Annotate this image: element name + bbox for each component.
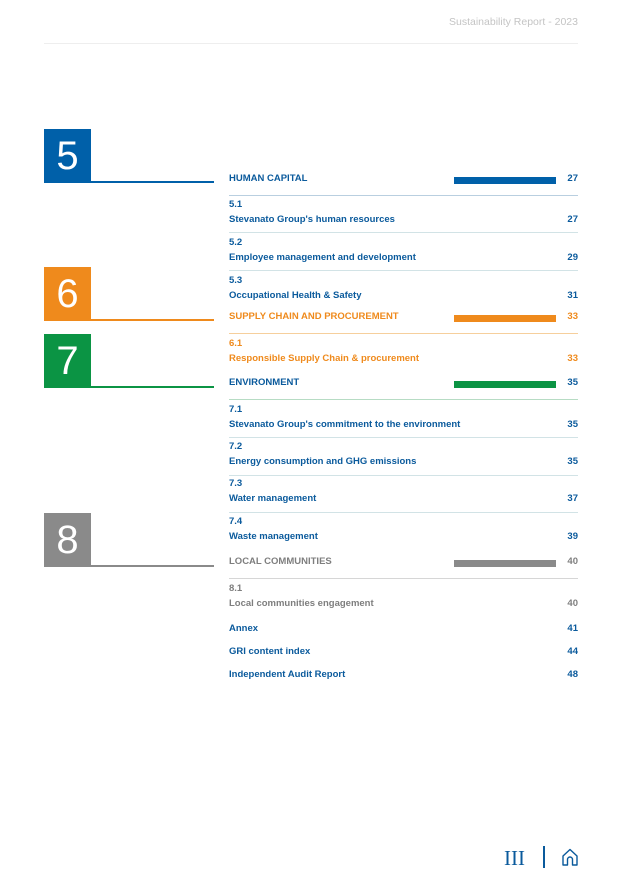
section-page: 40 <box>567 556 578 567</box>
footer-separator <box>543 846 545 868</box>
entry-page: 27 <box>567 214 578 225</box>
entry-number: 5.3 <box>229 275 243 286</box>
entry-title: Responsible Supply Chain & procurement <box>229 353 420 364</box>
table-of-contents <box>229 0 578 880</box>
entry-divider <box>229 512 578 513</box>
section-page: 33 <box>567 311 578 322</box>
entry-title: GRI content index <box>229 646 311 657</box>
entry-page: 40 <box>567 598 578 609</box>
entry-number: 7.4 <box>229 516 243 527</box>
entry-title: Annex <box>229 623 259 634</box>
entry-page: 31 <box>567 290 578 301</box>
chapter-number: 7 <box>44 334 91 388</box>
toc-entry-7-2[interactable] <box>229 441 578 467</box>
section-page: 27 <box>567 173 578 184</box>
section-divider <box>229 195 578 196</box>
toc-entry-audit-report[interactable] <box>229 669 578 683</box>
toc-entry-7-4[interactable] <box>229 516 578 542</box>
entry-divider <box>229 475 578 476</box>
report-header-title: Sustainability Report - 2023 <box>449 16 578 28</box>
entry-title: Employee management and development <box>229 252 416 263</box>
chapter-line <box>91 565 214 567</box>
section-page: 35 <box>567 377 578 388</box>
toc-entry-5-3[interactable] <box>229 275 578 301</box>
toc-entry-8-1[interactable] <box>229 583 578 609</box>
entry-divider <box>229 437 578 438</box>
page-number: III <box>504 846 525 870</box>
entry-page: 33 <box>567 353 578 364</box>
home-icon[interactable] <box>560 847 580 867</box>
section-bar <box>454 177 556 184</box>
toc-entry-5-1[interactable] <box>229 199 578 225</box>
toc-section-human-capital[interactable] <box>229 173 578 187</box>
entry-number: 7.2 <box>229 441 243 452</box>
entry-title: Occupational Health & Safety <box>229 290 362 301</box>
chapter-number: 8 <box>44 513 91 567</box>
entry-page: 37 <box>567 493 578 504</box>
entry-number: 8.1 <box>229 583 243 594</box>
entry-title: Water management <box>229 493 317 504</box>
chapter-6-marker <box>44 267 214 321</box>
entry-title: Waste management <box>229 531 318 542</box>
section-divider <box>229 578 578 579</box>
entry-page: 41 <box>567 623 578 634</box>
entry-page: 35 <box>567 456 578 467</box>
entry-page: 35 <box>567 419 578 430</box>
entry-title: Stevanato Group's human resources <box>229 214 395 225</box>
chapter-5-marker <box>44 129 214 183</box>
section-title: SUPPLY CHAIN AND PROCUREMENT <box>229 311 399 322</box>
entry-page: 48 <box>567 669 578 680</box>
section-title: LOCAL COMMUNITIES <box>229 556 332 567</box>
entry-number: 5.2 <box>229 237 243 248</box>
entry-title: Independent Audit Report <box>229 669 346 680</box>
entry-number: 5.1 <box>229 199 243 210</box>
chapter-7-marker <box>44 334 214 388</box>
entry-divider <box>229 232 578 233</box>
entry-divider <box>229 270 578 271</box>
toc-section-supply-chain[interactable] <box>229 311 578 325</box>
entry-number: 6.1 <box>229 338 243 349</box>
entry-title: Local communities engagement <box>229 598 374 609</box>
chapter-number: 5 <box>44 129 91 183</box>
toc-entry-7-3[interactable] <box>229 478 578 504</box>
toc-entry-annex[interactable] <box>229 623 578 637</box>
entry-page: 39 <box>567 531 578 542</box>
toc-entry-gri-index[interactable] <box>229 646 578 660</box>
section-bar <box>454 560 556 567</box>
chapter-line <box>91 386 214 388</box>
section-title: ENVIRONMENT <box>229 377 300 388</box>
section-divider <box>229 333 578 334</box>
chapter-number: 6 <box>44 267 91 321</box>
section-bar <box>454 315 556 322</box>
entry-title: Stevanato Group's commitment to the environment <box>229 419 461 430</box>
toc-entry-7-1[interactable] <box>229 404 578 430</box>
entry-page: 44 <box>567 646 578 657</box>
chapter-line <box>91 181 214 183</box>
toc-entry-5-2[interactable] <box>229 237 578 263</box>
entry-page: 29 <box>567 252 578 263</box>
entry-number: 7.1 <box>229 404 243 415</box>
chapter-8-marker <box>44 513 214 567</box>
entry-number: 7.3 <box>229 478 243 489</box>
toc-section-local-communities[interactable] <box>229 556 578 570</box>
section-divider <box>229 399 578 400</box>
section-bar <box>454 381 556 388</box>
toc-entry-6-1[interactable] <box>229 338 578 364</box>
chapter-line <box>91 319 214 321</box>
section-title: HUMAN CAPITAL <box>229 173 308 184</box>
entry-title: Energy consumption and GHG emissions <box>229 456 417 467</box>
toc-section-environment[interactable] <box>229 377 578 391</box>
